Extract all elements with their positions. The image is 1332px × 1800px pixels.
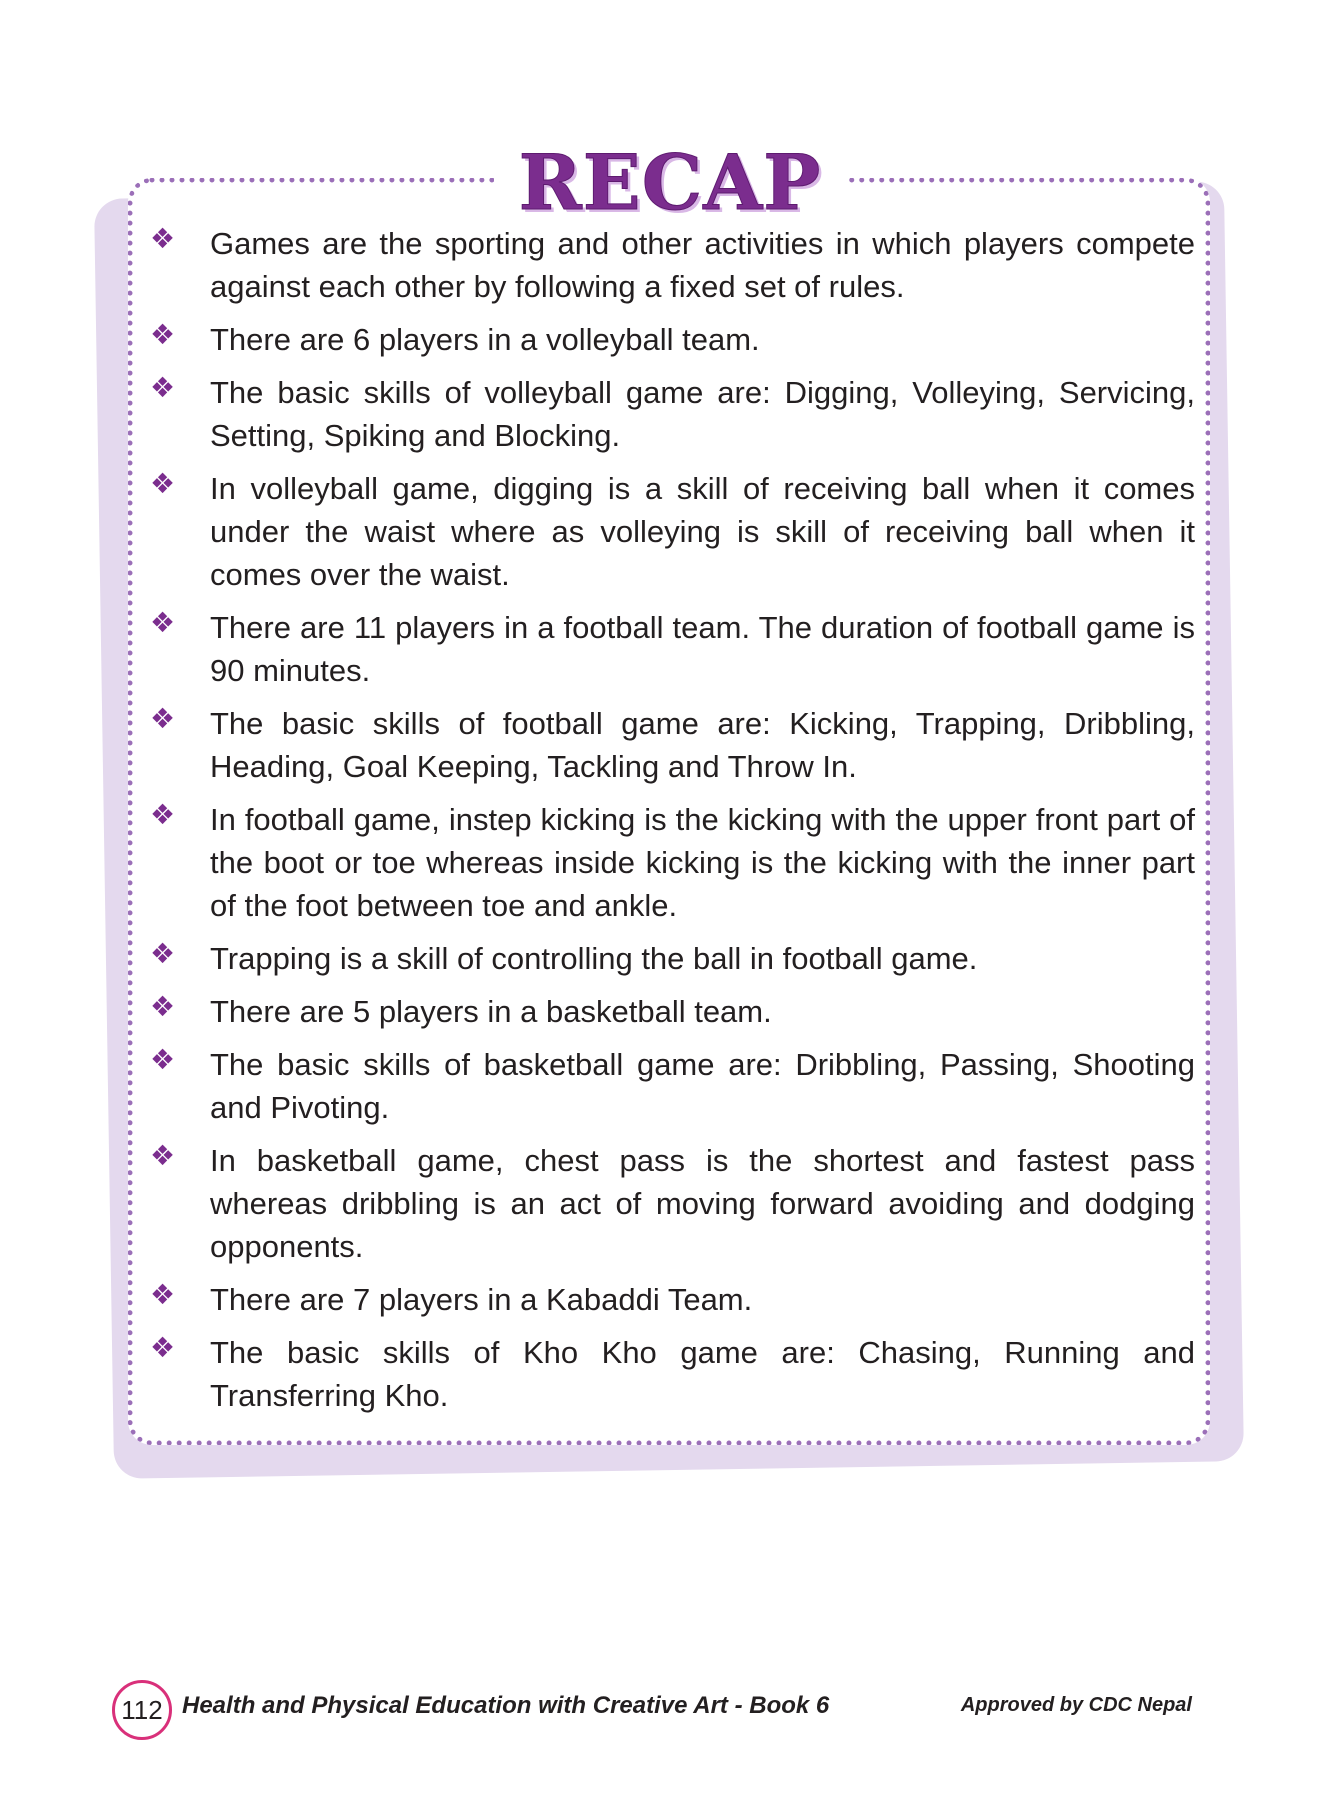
diamond-bullet-icon: ❖ — [150, 318, 176, 351]
diamond-bullet-icon: ❖ — [150, 798, 176, 831]
diamond-bullet-icon: ❖ — [150, 222, 176, 255]
recap-list-item — [150, 371, 1195, 457]
recap-item-text: There are 6 players in a volleyball team. — [210, 322, 760, 357]
recap-list-item — [150, 1139, 1195, 1268]
diamond-bullet-icon: ❖ — [150, 371, 176, 404]
recap-list-item — [150, 937, 1195, 980]
diamond-bullet-icon: ❖ — [150, 990, 176, 1023]
diamond-bullet-icon: ❖ — [150, 1043, 176, 1076]
recap-list-item — [150, 222, 1195, 308]
recap-item-text: The basic skills of volleyball game are: Digging, Volleying, Servicing, Setting, Spiking and Blocking. — [210, 375, 1195, 453]
recap-list-item — [150, 1278, 1195, 1321]
recap-item-text: In basketball game, chest pass is the shortest and fastest pass whereas dribbling is an act of moving forward avoiding and dodging opponents. — [210, 1143, 1195, 1264]
recap-item-text: Games are the sporting and other activities in which players compete against each other by following a fixed set of rules. — [210, 226, 1195, 304]
recap-list-item — [150, 798, 1195, 927]
approval-note: Approved by CDC Nepal — [960, 1694, 1192, 1716]
recap-list-item — [150, 990, 1195, 1033]
recap-item-text: The basic skills of Kho Kho game are: Chasing, Running and Transferring Kho. — [210, 1335, 1195, 1413]
recap-item-text: In football game, instep kicking is the kicking with the upper front part of the boot or toe whereas inside kicking is the kicking with the inner part of the foot between toe and ankle. — [210, 802, 1195, 923]
diamond-bullet-icon: ❖ — [150, 606, 176, 639]
recap-item-text: There are 11 players in a football team. The duration of football game is 90 minutes. — [210, 610, 1195, 688]
page-number: 112 — [112, 1680, 172, 1740]
recap-list-item — [150, 467, 1195, 596]
diamond-bullet-icon: ❖ — [150, 937, 176, 970]
recap-list-item — [150, 606, 1195, 692]
book-title: Health and Physical Education with Creative Art - Book 6 — [182, 1692, 830, 1719]
recap-item-text: There are 5 players in a basketball team. — [210, 994, 772, 1029]
recap-title: RECAP — [518, 138, 822, 227]
recap-item-text: In volleyball game, digging is a skill of receiving ball when it comes under the waist where as volleying is skill of receiving ball when it comes over the waist. — [210, 471, 1195, 592]
diamond-bullet-icon: ❖ — [150, 1139, 176, 1172]
diamond-bullet-icon: ❖ — [150, 702, 176, 735]
recap-item-text: The basic skills of basketball game are: Dribbling, Passing, Shooting and Pivoting. — [210, 1047, 1195, 1125]
recap-item-text: Trapping is a skill of controlling the ball in football game. — [210, 941, 978, 976]
recap-list — [150, 222, 1195, 1427]
diamond-bullet-icon: ❖ — [150, 1331, 176, 1364]
recap-item-text: The basic skills of football game are: Kicking, Trapping, Dribbling, Heading, Goal Keeping, Tackling and Throw In. — [210, 706, 1195, 784]
diamond-bullet-icon: ❖ — [150, 1278, 176, 1311]
diamond-bullet-icon: ❖ — [150, 467, 176, 500]
recap-item-text: There are 7 players in a Kabaddi Team. — [210, 1282, 753, 1317]
recap-list-item — [150, 1043, 1195, 1129]
recap-list-item — [150, 1331, 1195, 1417]
recap-list-item — [150, 702, 1195, 788]
recap-heading — [494, 138, 846, 227]
recap-list-item — [150, 318, 1195, 361]
